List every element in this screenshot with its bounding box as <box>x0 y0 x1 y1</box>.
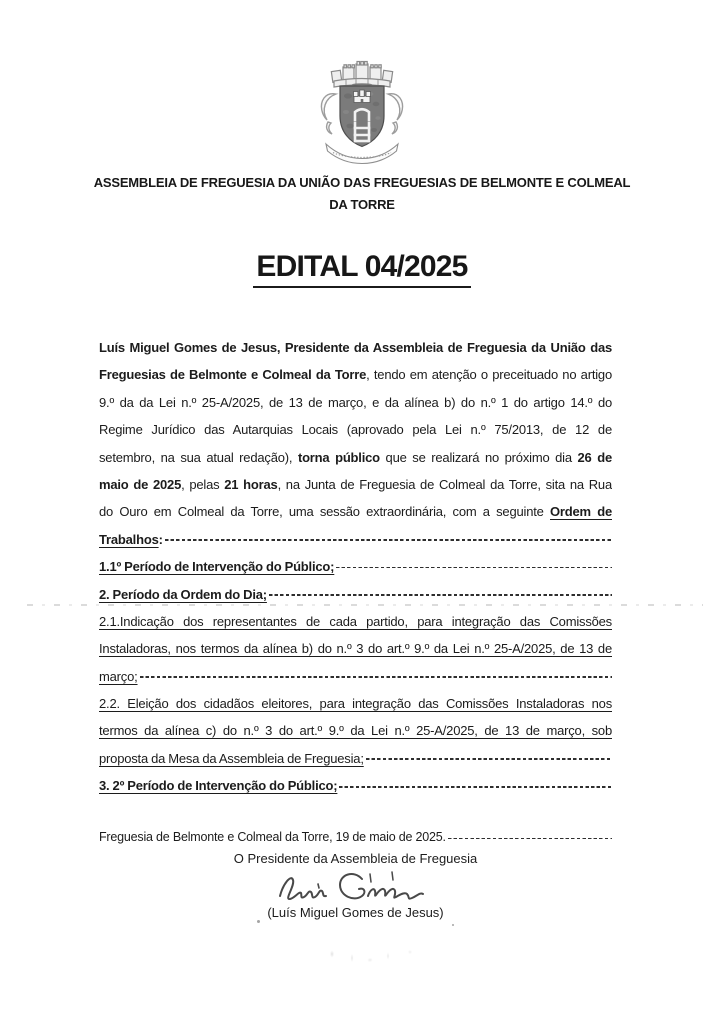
text-segment: do Ouro em Colmeal da Torre, uma sessão extraordinária, com a seguinte <box>99 504 550 520</box>
signature-title: O Presidente da Assembleia de Freguesia <box>233 851 478 866</box>
text-line <box>99 526 612 553</box>
text-segment: , na Junta de Freguesia de Colmeal da Torre, sita na Rua <box>277 476 612 492</box>
text-segment: Trabalhos <box>99 531 159 547</box>
org-name-line2: DA TORRE <box>329 197 395 212</box>
text-line <box>99 498 612 525</box>
edital-title: EDITAL 04/2025 <box>253 250 470 288</box>
scan-speck <box>452 924 454 926</box>
closing-place-date <box>99 824 612 851</box>
text-segment: , tendo em atenção o preceituado no artigo <box>366 367 612 383</box>
dash-leader <box>269 594 612 596</box>
document-body <box>99 334 612 800</box>
text-line <box>99 824 612 851</box>
text-segment: setembro, na sua atual redação), <box>99 449 298 465</box>
text-line <box>99 389 612 416</box>
org-name-heading <box>40 172 684 216</box>
text-line <box>99 608 612 635</box>
dash-leader <box>165 539 612 541</box>
text-line <box>99 361 612 388</box>
text-segment: 2.2. Eleição dos cidadãos eleitores, para integração das Comissões Instaladoras nos <box>99 696 612 712</box>
dash-leader <box>336 567 612 569</box>
dash-leader <box>366 758 612 760</box>
text-segment: que se realizará no próximo dia <box>379 449 578 465</box>
coat-of-arms-icon <box>310 60 414 175</box>
scan-smudge <box>318 942 438 968</box>
text-segment: Freguesias de Belmonte e Colmeal da Torre <box>99 367 367 383</box>
text-segment: Regime Jurídico das Autarquias Locais (aprovado pela Lei n.º 75/2013, de 12 de <box>99 422 612 438</box>
dash-leader <box>448 838 612 840</box>
text-segment: março; <box>99 668 138 684</box>
text-segment: 9.º da da Lei n.º 25-A/2025, de 13 de março, e da alínea b) do n.º 1 do artigo 14.º do <box>99 394 612 410</box>
signature-name: (Luís Miguel Gomes de Jesus) <box>267 905 444 920</box>
edital-title-wrap <box>0 250 724 288</box>
text-segment: 2.1.Indicação dos representantes de cada partido, para integração das Comissões <box>99 613 612 629</box>
agenda-list <box>99 553 612 800</box>
text-segment: Ordem de <box>550 504 612 520</box>
text-line <box>99 553 612 580</box>
text-segment: maio de 2025 <box>99 476 182 492</box>
org-name-line1: ASSEMBLEIA DE FREGUESIA DA UNIÃO DAS FREGUESIAS DE BELMONTE E COLMEAL <box>93 175 631 190</box>
text-segment: 21 horas <box>224 476 278 492</box>
dash-leader <box>339 786 612 788</box>
text-line <box>99 334 612 361</box>
text-line <box>99 772 612 799</box>
text-line <box>99 416 612 443</box>
dash-leader <box>140 676 612 678</box>
text-line <box>99 635 612 662</box>
text-segment: 1.1º Período de Intervenção do Público; <box>99 559 335 575</box>
text-segment: proposta da Mesa da Assembleia de Freguesia; <box>99 750 364 766</box>
text-segment: 3. 2º Período de Intervenção do Público; <box>99 778 338 794</box>
text-segment: : <box>158 531 163 547</box>
text-line <box>99 444 612 471</box>
text-segment: Instaladoras, nos termos da alínea b) do n.º 3 do art.º 9.º da Lei n.º 25-A/2025, de 13 de <box>99 641 612 657</box>
text-segment: torna público <box>297 449 380 465</box>
scan-speck <box>257 920 260 923</box>
intro-paragraph <box>99 334 612 553</box>
text-line <box>99 745 612 772</box>
text-line <box>99 690 612 717</box>
text-line <box>99 471 612 498</box>
text-segment: Luís Miguel Gomes de Jesus, Presidente da Assembleia de Freguesia da União das <box>99 340 612 355</box>
text-segment: , pelas <box>181 476 225 492</box>
text-line <box>99 663 612 690</box>
text-segment: termos da alínea c) do n.º 3 do art.º 9.º da Lei n.º 25-A/2025, de 13 de março, sob <box>99 723 612 739</box>
text-segment: 26 de <box>577 449 612 465</box>
text-segment: 2. Período da Ordem do Dia; <box>99 586 267 602</box>
text-line <box>99 717 612 744</box>
text-segment: Freguesia de Belmonte e Colmeal da Torre, 19 de maio de 2025. <box>99 830 446 844</box>
scan-artifact-line <box>27 604 703 606</box>
